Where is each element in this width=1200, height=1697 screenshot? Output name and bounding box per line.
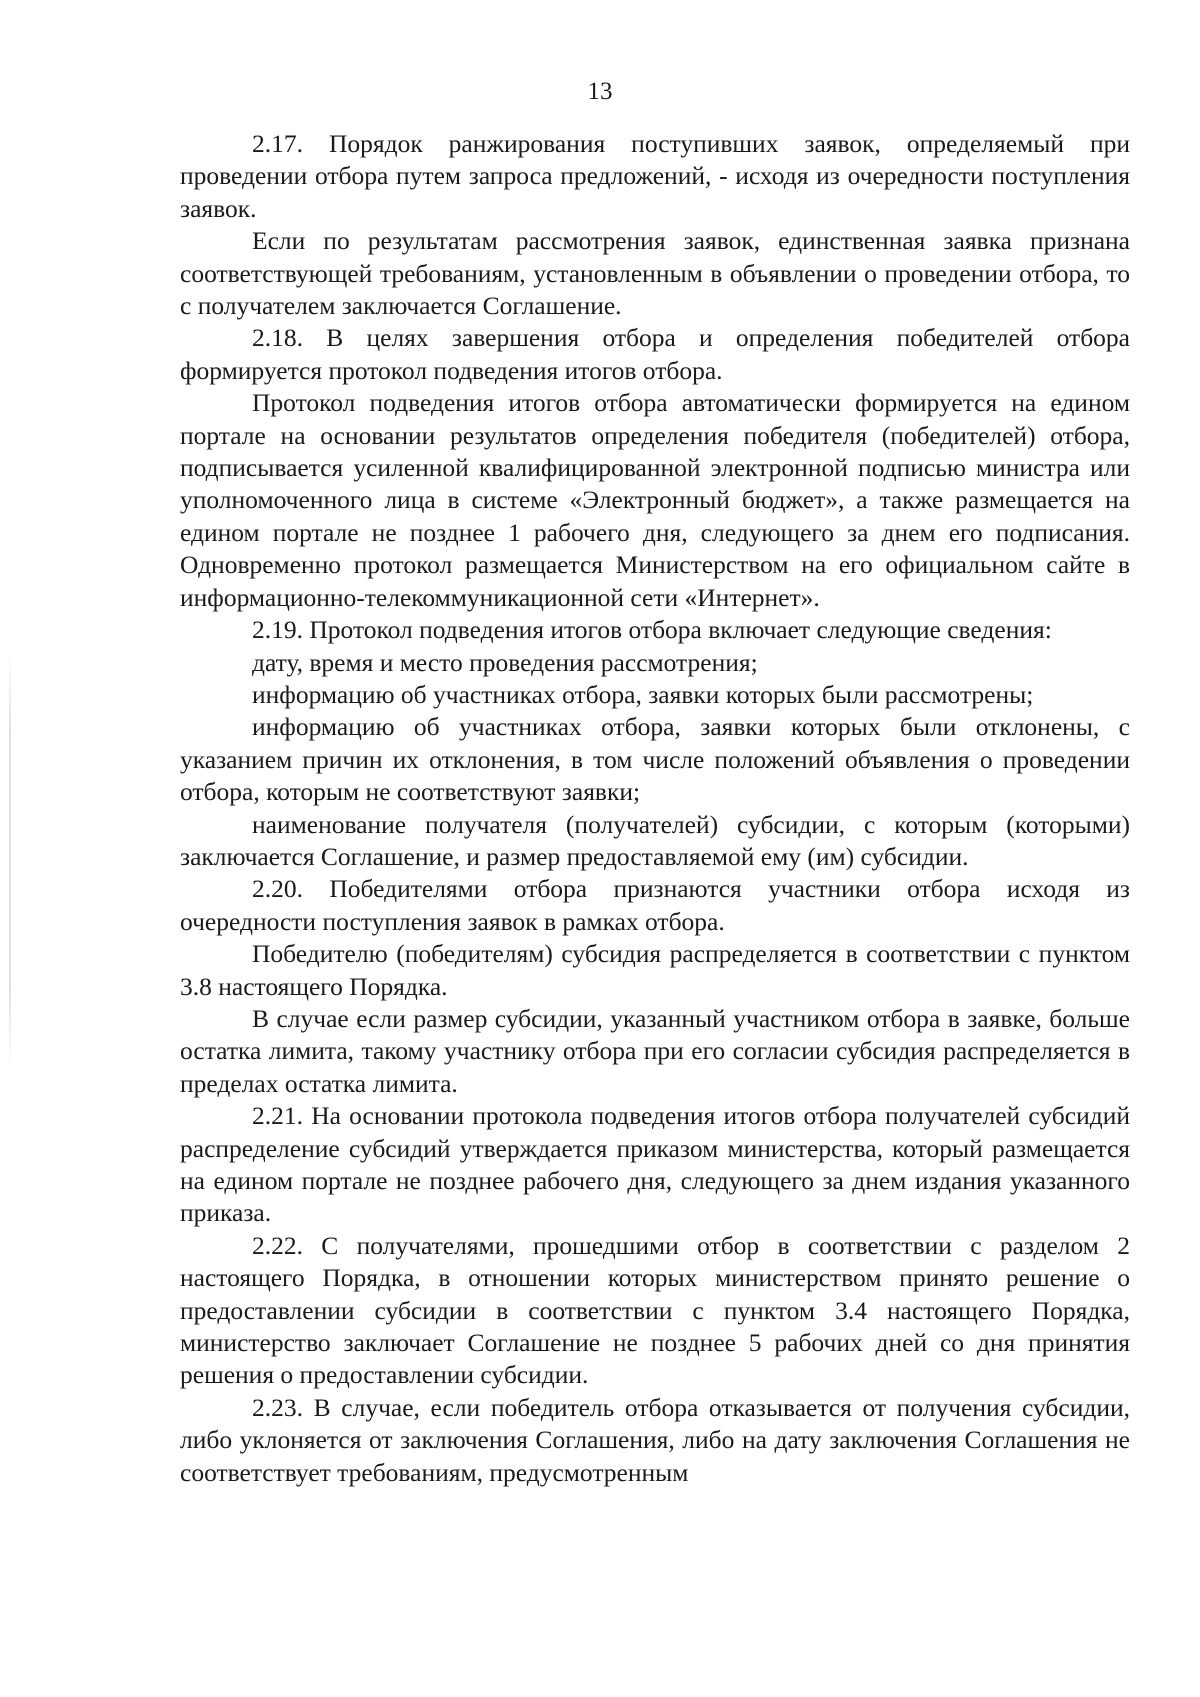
list-item-participants-reviewed: информацию об участниках отбора, заявки которых были рассмотрены; bbox=[252, 679, 1034, 709]
paragraph-2-22: 2.22. С получателями, прошедшими отбор в соответствии с разделом 2 настоящего Порядка, в отношении которых министерством принято решение о предоставлении субсидии в соответствии с пунктом 3.4 настоящего Порядка, министерство заключает Соглашение не позднее 5 рабочих дней со дня принятия решения о предоставлении субсидии. bbox=[180, 1230, 1130, 1390]
paragraph-protocol-formation: Протокол подведения итогов отбора автоматически формируется на едином портале на основании результатов определения победителя (победителей) отбора, подписывается усиленной квалифицированной электронной подписью министра или уполномоченного лица в системе «Электронный бюджет», а также размещается на едином портале не позднее 1 рабочего дня, следующего за днем его подписания. Одновременно протокол размещается Министерством на его официальном сайте в информационно-телекоммуникационной сети «Интернет». bbox=[180, 388, 1130, 612]
document-body bbox=[180, 128, 1130, 1489]
paragraph-subsidy-distribution: Победителю (победителям) субсидия распределяется в соответствии с пунктом 3.8 настоящего Порядка. bbox=[180, 939, 1130, 1001]
paragraph-2-20: 2.20. Победителями отбора признаются участники отбора исходя из очередности поступления заявок в рамках отбора. bbox=[180, 874, 1130, 936]
scan-margin-mark bbox=[9, 650, 11, 1070]
paragraph-2-21: 2.21. На основании протокола подведения итогов отбора получателей субсидий распределение субсидий утверждается приказом министерства, который размещается на едином портале не позднее рабочего дня, следующего за днем издания указанного приказа. bbox=[180, 1101, 1130, 1228]
paragraph-limit-remainder: В случае если размер субсидии, указанный участником отбора в заявке, больше остатка лимита, такому участнику отбора при его согласии субсидия распределяется в пределах остатка лимита. bbox=[180, 1003, 1130, 1098]
page-number: 13 bbox=[587, 78, 613, 105]
paragraph-2-19: 2.19. Протокол подведения итогов отбора включает следующие сведения: bbox=[252, 615, 1052, 645]
paragraph-single-application: Если по результатам рассмотрения заявок, единственная заявка признана соответствующей требованиям, установленным в объявлении о проведении отбора, то с получателем заключается Соглашение. bbox=[180, 226, 1130, 321]
paragraph-2-17: 2.17. Порядок ранжирования поступивших заявок, определяемый при проведении отбора путем запроса предложений, - исходя из очередности поступления заявок. bbox=[180, 129, 1130, 223]
paragraph-2-18: 2.18. В целях завершения отбора и определения победителей отбора формируется протокол подведения итогов отбора. bbox=[180, 323, 1130, 385]
list-item-recipient-name: наименование получателя (получателей) субсидии, с которым (которыми) заключается Соглашение, и размер предоставляемой ему (им) субсидии. bbox=[180, 809, 1130, 871]
paragraph-2-23: 2.23. В случае, если победитель отбора отказывается от получения субсидии, либо уклоняется от заключения Соглашения, либо на дату заключения Соглашения не соответствует требованиям, предусмотренным bbox=[180, 1392, 1130, 1487]
list-item-participants-rejected: информацию об участниках отбора, заявки которых были отклонены, с указанием причин их отклонения, в том числе положений объявления о проведении отбора, которым не соответствуют заявки; bbox=[180, 712, 1130, 807]
list-item-date-time-place: дату, время и место проведения рассмотрения; bbox=[252, 647, 758, 677]
